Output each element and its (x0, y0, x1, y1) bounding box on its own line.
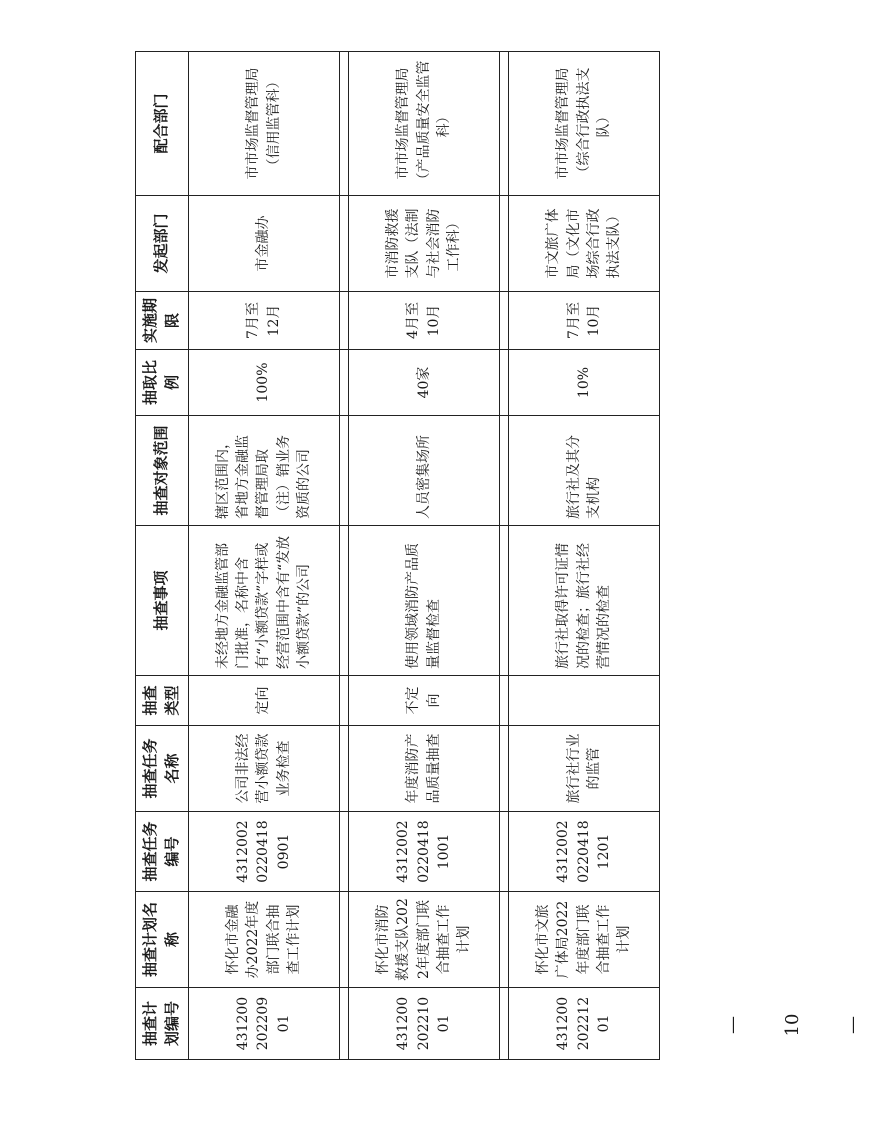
rotated-table-wrapper (135, 52, 660, 1060)
page-number: —10— (722, 1013, 863, 1037)
cell-check-items: 旅行社取得许可证情况的检查；旅行社经营情况的检查 (508, 526, 659, 676)
cell-cooperating-dept: 市市场监督管理局（产品质量安全监管科） (348, 52, 499, 196)
cell-check-items: 未经地方金融监管部门批准，名称中含有“小额贷款”字样或经营范围中含有“发放小额贷款”的公司 (188, 526, 339, 676)
spot-check-plan-table (135, 51, 660, 1060)
cell-initiating-dept: 市消防救援支队（法制与社会消防工作科） (348, 196, 499, 292)
header-task-name: 抽查任务名称 (136, 726, 189, 812)
header-cooperating-dept: 配合部门 (136, 52, 189, 196)
cell-check-items: 使用领域消防产品质量监督检查 (348, 526, 499, 676)
cell-target-scope: 辖区范围内，省地方金融监督管理局取（注）销业务资质的公司 (188, 416, 339, 526)
header-period: 实施期限 (136, 292, 189, 350)
cell-plan-name: 怀化市文旅广体局2022年度部门联合抽查工作计划 (508, 892, 659, 988)
cell-plan-number: 43120020221001 (348, 988, 499, 1060)
table-row (508, 52, 659, 1060)
cell-plan-number: 43120020220901 (188, 988, 339, 1060)
table-row (188, 52, 339, 1060)
header-task-number: 抽查任务编号 (136, 812, 189, 892)
header-plan-name: 抽查计划名称 (136, 892, 189, 988)
cell-task-number: 431200202204181201 (508, 812, 659, 892)
cell-plan-name: 怀化市金融办2022年度部门联合抽查工作计划 (188, 892, 339, 988)
cell-cooperating-dept: 市市场监督管理局（信用监管科） (188, 52, 339, 196)
header-check-type: 抽查类型 (136, 676, 189, 726)
cell-task-name: 公司非法经营小额贷款业务检查 (188, 726, 339, 812)
cell-check-type: 定向 (188, 676, 339, 726)
cell-check-type: 不定向 (348, 676, 499, 726)
table-header-row (136, 52, 189, 1060)
header-sampling-ratio: 抽取比例 (136, 350, 189, 416)
cell-task-number: 431200202204180901 (188, 812, 339, 892)
cell-period: 7月至12月 (188, 292, 339, 350)
cell-task-number: 431200202204181001 (348, 812, 499, 892)
header-initiating-dept: 发起部门 (136, 196, 189, 292)
cell-plan-number: 43120020221201 (508, 988, 659, 1060)
cell-initiating-dept: 市金融办 (188, 196, 339, 292)
cell-target-scope: 旅行社及其分支机构 (508, 416, 659, 526)
cell-period: 7月至10月 (508, 292, 659, 350)
cell-sampling-ratio: 40家 (348, 350, 499, 416)
header-check-items: 抽查事项 (136, 526, 189, 676)
cell-check-type (508, 676, 659, 726)
header-target-scope: 抽查对象范围 (136, 416, 189, 526)
cell-plan-name: 怀化市消防救援支队2022年度部门联合抽查工作计划 (348, 892, 499, 988)
table-row (348, 52, 499, 1060)
cell-initiating-dept: 市文旅广体局（文化市场综合行政执法支队） (508, 196, 659, 292)
cell-sampling-ratio: 10% (508, 350, 659, 416)
table-row-separator (339, 52, 348, 1060)
cell-sampling-ratio: 100% (188, 350, 339, 416)
cell-task-name: 年度消防产品质量抽查 (348, 726, 499, 812)
table-row-separator (499, 52, 508, 1060)
cell-cooperating-dept: 市市场监督管理局（综合行政执法支队） (508, 52, 659, 196)
cell-task-name: 旅行社行业的监管 (508, 726, 659, 812)
header-plan-number: 抽查计划编号 (136, 988, 189, 1060)
cell-target-scope: 人员密集场所 (348, 416, 499, 526)
cell-period: 4月至10月 (348, 292, 499, 350)
